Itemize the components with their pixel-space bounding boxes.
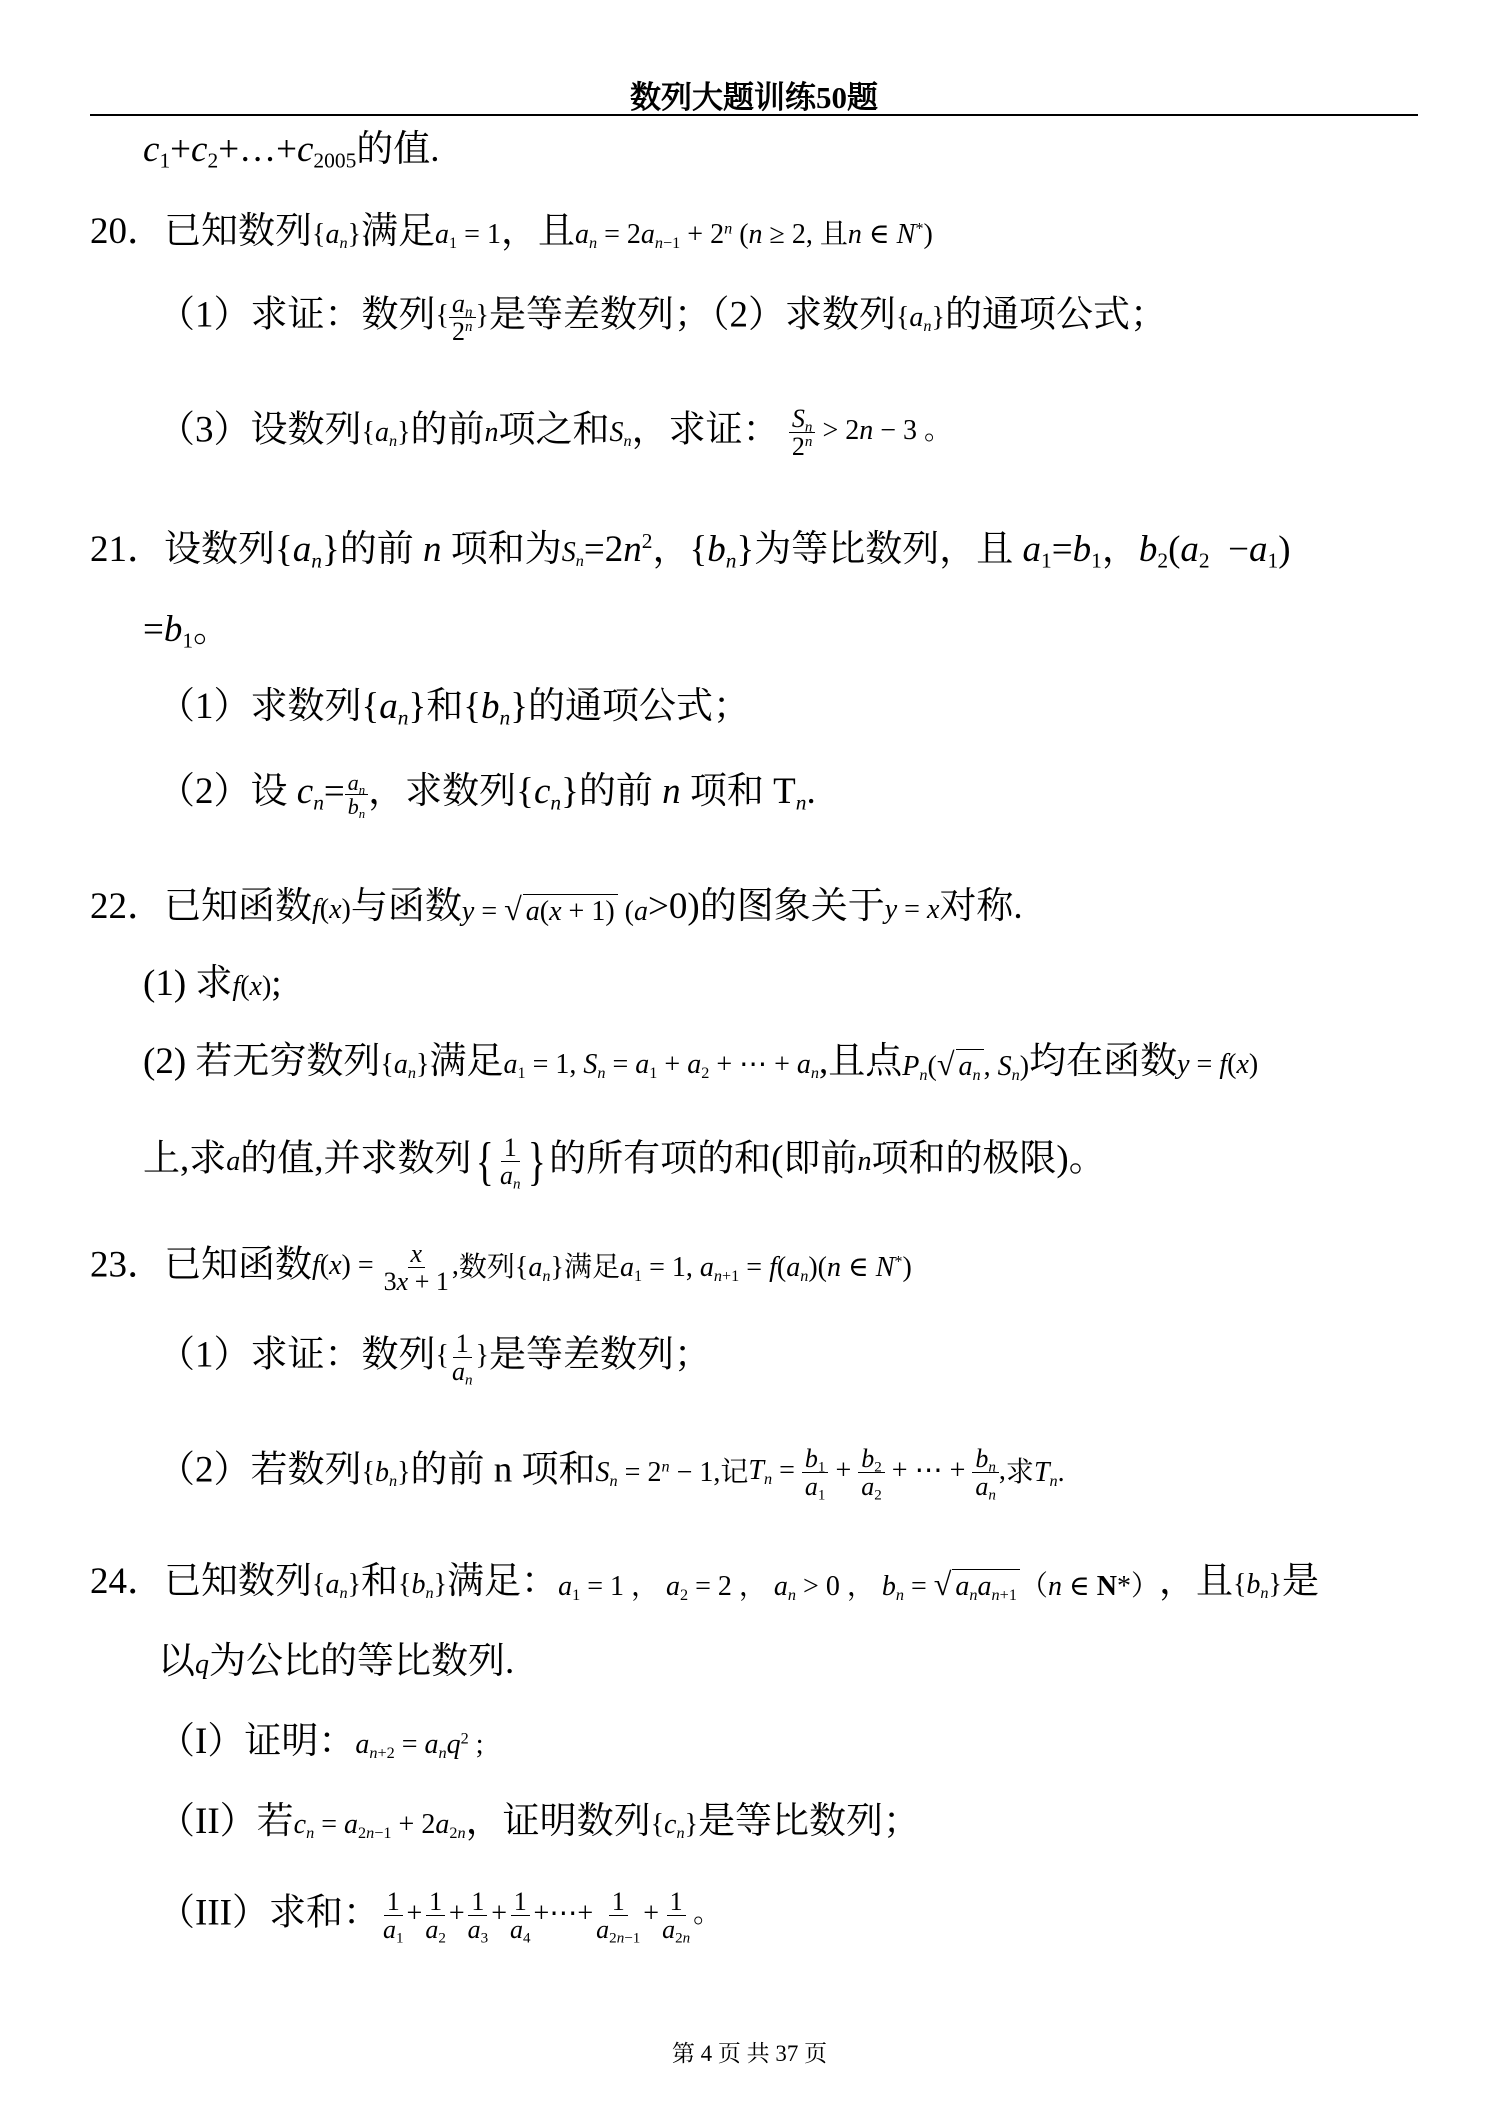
q20-part3 <box>158 405 952 461</box>
q24-cont-text-b: 为公比的等比数列. <box>209 1641 515 1682</box>
q24-conditions: $a_1 = 1$ ， $a_2 = 2$ ， $a_n > 0$ ， $b_n$ = √ $a_na_{n+1}$ （n ∈ N*） <box>558 1566 1159 1605</box>
q23-fx-def: f(x) = $\frac{x}{3x + 1}$ , <box>312 1239 459 1297</box>
q23-number: 23． <box>90 1244 164 1286</box>
q24-part2 <box>158 1800 920 1844</box>
q20-part3-text-d: ，求证： <box>631 409 780 451</box>
q23-part2-text-d: 求 <box>1005 1457 1034 1488</box>
q22-part2-text-b: 满足 <box>429 1041 504 1082</box>
q23-part1-text-b: 是等差数列； <box>488 1334 711 1376</box>
q20-n-symbol: n <box>484 417 499 448</box>
q23-part1-text-a: （1）求证：数列 <box>158 1334 436 1376</box>
q20-part1-text-c: 的通项公式； <box>944 294 1167 336</box>
q21-part2-text-a: （2）设 <box>158 771 288 812</box>
q22-seq-an: $\{a_n\}$ <box>380 1048 430 1082</box>
q24-seq-bn: $\{b_n\}$ <box>398 1568 448 1602</box>
q23-text-3: 满足 <box>563 1252 620 1283</box>
q24-cont-text-a: 以 <box>158 1641 195 1682</box>
q24-text-2: 和 <box>361 1561 399 1602</box>
q20-text-1: 已知数列 <box>164 211 312 252</box>
q22-part2-text-g: 的所有项的和(即前 <box>549 1138 858 1180</box>
q23-part2 <box>158 1444 1065 1504</box>
q22-a-symbol: a <box>226 1146 241 1178</box>
q20-inequality-formula: $\frac{S_n}{2^n}$ > 2n − 3 。 <box>789 405 952 461</box>
q19-tail-line <box>143 128 440 172</box>
q21-part1-text-a: （1）求数列{ <box>158 686 380 727</box>
q20-part1-2 <box>158 290 1167 346</box>
q24-part3 <box>158 1887 722 1947</box>
q22-text-1: 已知函数 <box>164 886 312 927</box>
q20-seq-an: $\{a_n\}$ <box>312 218 362 252</box>
q24-sum-formula: $\frac{1}{a_1}$ + $\frac{1}{a_2}$ + $\frac{1}{a_3}$ + $\frac{1}{a_4}$ +⋯+ $\frac{1}{a_{2n-1}}$ + $\frac{1}{a_{2n}}$ 。 <box>382 1887 722 1947</box>
q21-text-6: }为等比数列，且 <box>736 529 1014 570</box>
q21-part2-text-d: 项和 <box>689 771 764 812</box>
q20-number: 20． <box>90 211 164 252</box>
q23-part2-text-b: 的前 n 项和 <box>410 1449 596 1491</box>
q22-part2-text-a: (2) 若无穷数列 <box>143 1041 381 1082</box>
q23-part1 <box>158 1329 711 1389</box>
q21-part1: （1）求数列$\{a_n\}$和$\{b_n\}$的通项公式； <box>158 686 751 730</box>
q21-cn-formula: $c_n=$ $\frac{a_n}{b_n}$ <box>297 771 368 812</box>
q24-text-5: 是 <box>1281 1561 1319 1602</box>
q24-part2-text-a: （II）若 <box>158 1801 294 1842</box>
q23-frac-1-an: { $\frac{1}{a_n}$ } <box>435 1329 489 1389</box>
q20-stem <box>90 210 933 254</box>
q20-frac-an-2n: { $\frac{a_n}{2^n}$ } <box>435 289 489 347</box>
q20-part1-text-b: 是等差数列；（2）求数列 <box>488 294 896 336</box>
q24-seq-an: $\{a_n\}$ <box>312 1568 362 1602</box>
q22-part2-text-e: 上,求 <box>143 1138 227 1180</box>
q21-part2-text-b: ，求数列{ <box>368 771 534 812</box>
q21-part1-text-c: }的通项公式； <box>510 686 751 727</box>
q22-stem: 22．已知函数f(x)与函数y = √ a(x + 1) (a>0)的图象关于y = x对称. <box>90 886 1023 928</box>
q24-text-1: 已知数列 <box>164 1561 312 1602</box>
q24-text-4: ，且 <box>1158 1561 1233 1602</box>
q22-part2-cont <box>143 1130 1106 1194</box>
q21-text-3: 项和为 <box>450 529 562 570</box>
q24-seq-cn: $\{c_n\}$ <box>650 1808 699 1842</box>
q24-stem-cont <box>158 1640 514 1684</box>
q21-part2: （2）设 $c_n=$ $\frac{a_n}{b_n}$ ，求数列$\{c_n\}$的前 n 项和 $T_n$. <box>158 769 816 821</box>
q24-text-3: 满足： <box>447 1561 559 1602</box>
q24-number: 24． <box>90 1561 164 1602</box>
q22-text-4: 对称. <box>939 886 1023 927</box>
q23-text-2: 数列 <box>458 1252 515 1283</box>
q24-part3-text: （III）求和： <box>158 1892 380 1934</box>
q24-part2-text-c: 是等比数列； <box>698 1801 921 1842</box>
q21-number: 21． <box>90 529 164 570</box>
q22-n-symbol: n <box>857 1146 872 1178</box>
q20-text-2: 满足 <box>361 211 436 252</box>
q20-part1-text-a: （1）求证：数列 <box>158 294 436 336</box>
q24-part2-text-b: ，证明数列 <box>465 1801 651 1842</box>
q23-stem <box>90 1240 912 1296</box>
q22-text-3: 的图象关于 <box>699 886 885 927</box>
q20-recurrence-formula: $a_n = 2a_{n-1} + 2^n$ (n ≥ 2, 且n ∈ N*) <box>574 218 933 252</box>
q24-part1 <box>158 1720 484 1764</box>
q22-fx-symbol: f(x) <box>312 893 351 925</box>
q21-text-4: =2 <box>583 529 624 570</box>
q22-fx-symbol-2: f(x) <box>232 970 272 1002</box>
q23-part2-text-a: （2）若数列 <box>158 1449 362 1491</box>
q21-part2-text-c: }的前 <box>561 771 653 812</box>
q23-Tn-formula: $T_n$ = $\frac{b_1}{a_1}$ + $\frac{b_2}{a_2}$ + ⋯ + $\frac{b_n}{a_n}$ , <box>748 1444 1006 1504</box>
q22-y-eq-x: y = x <box>884 893 940 925</box>
q23-part2-text-c: 记 <box>720 1457 749 1488</box>
q24-seq-bn-2: $\{b_n\}$ <box>1232 1568 1282 1602</box>
q20-seq-an-3: $\{a_n\}$ <box>361 417 411 450</box>
q20-a1-formula: $a_1 = 1$ <box>435 218 501 252</box>
q22-part2-text-h: 项和的极限)。 <box>871 1138 1106 1180</box>
q20-part3-text-c: 项之和 <box>498 409 610 451</box>
q24-cn-formula: $c_n = a_{2n-1} + 2a_{2n}$ <box>293 1808 466 1842</box>
q22-part2-text-c: ,且点 <box>819 1041 903 1082</box>
q21-text-7: ， <box>1101 529 1139 570</box>
q20-text-3: ，且 <box>500 211 575 252</box>
q22-frac-1-an: { $\frac{1}{a_n}$ } <box>475 1132 546 1193</box>
q22-sqrt-function: y = √ a(x + 1) (a <box>461 891 648 928</box>
q20-seq-an-2: $\{a_n\}$ <box>895 302 945 335</box>
page-header-title: 数列大题训练50题 <box>630 80 878 115</box>
q21-a1-b1-formula: $a_1=b_1$ <box>1022 529 1102 573</box>
q20-part3-text-b: 的前 <box>410 409 485 451</box>
header-divider <box>90 114 1418 116</box>
q22-part2-text-d: 均在函数 <box>1029 1041 1178 1082</box>
q23-text-1: 已知函数 <box>164 1244 312 1286</box>
q21-part1-text-b: }和{ <box>408 686 482 727</box>
q21-stem-cont: $=b_1$。 <box>143 609 231 653</box>
q21-Sn-symbol: $S_n$ <box>561 536 584 570</box>
q22-number: 22． <box>90 886 164 927</box>
q21-stem: 21．设数列$\{a_n\}$的前 n 项和为$S_n=2n^2$，$\{b_n\}$为等比数列，且 $a_1=b_1$，$b_2(a_2 -a_1)$ <box>90 529 1291 573</box>
q24-part1-text: （I）证明： <box>158 1721 356 1762</box>
q21-text-2: }的前 <box>322 529 414 570</box>
q23-recurrence: $a_1 = 1$, $a_{n+1} = f(a_n)(n$ ∈ N*) <box>619 1252 912 1285</box>
q22-part2-text-f: 的值,并求数列 <box>240 1138 472 1180</box>
q20-Sn-symbol: $S_n$ <box>609 417 632 450</box>
page-footer: 第 4 页 共 37 页 <box>671 2041 828 2066</box>
q22-part2 <box>143 1040 1258 1084</box>
q22-part1-text: (1) 求 <box>143 963 233 1004</box>
q23-seq-an: $\{a_n\}$ <box>514 1252 564 1285</box>
q23-seq-bn: $\{b_n\}$ <box>361 1457 411 1490</box>
q24-part1-formula: $a_{n+2} = a_nq^2$ ; <box>355 1728 484 1762</box>
q22-point-P: $P_n(√$ $a_n$ , $S_n$) <box>902 1046 1030 1085</box>
q22-part1: (1) 求f(x); <box>143 963 282 1004</box>
q23-Sn-formula: $S_n = 2^n - 1$, <box>595 1457 721 1490</box>
q19-sum-formula: $c_1+c_2+\dots+c_{2005}$ <box>143 129 357 173</box>
q20-part3-text-a: （3）设数列 <box>158 409 362 451</box>
q21-text-5: ，{ <box>652 529 708 570</box>
q21-cont-text: = <box>143 609 164 650</box>
q24-q-symbol: q <box>195 1648 209 1680</box>
q22-sum-formula: $a_1 = 1$, $S_n = a_1 + a_2$ + ⋯ + $a_n$ <box>503 1048 820 1082</box>
q21-text-1: 设数列{ <box>164 529 293 570</box>
q23-Tn-symbol: $T_n$. <box>1033 1457 1065 1490</box>
q21-b2-formula: $b_2(a_2 -a_1)$ <box>1138 529 1291 573</box>
q22-y-fx: y = f(x) <box>1177 1048 1259 1080</box>
q22-text-2: 与函数 <box>350 886 462 927</box>
q19-tail-text: 的值. <box>356 129 440 170</box>
q24-stem <box>90 1560 1319 1604</box>
